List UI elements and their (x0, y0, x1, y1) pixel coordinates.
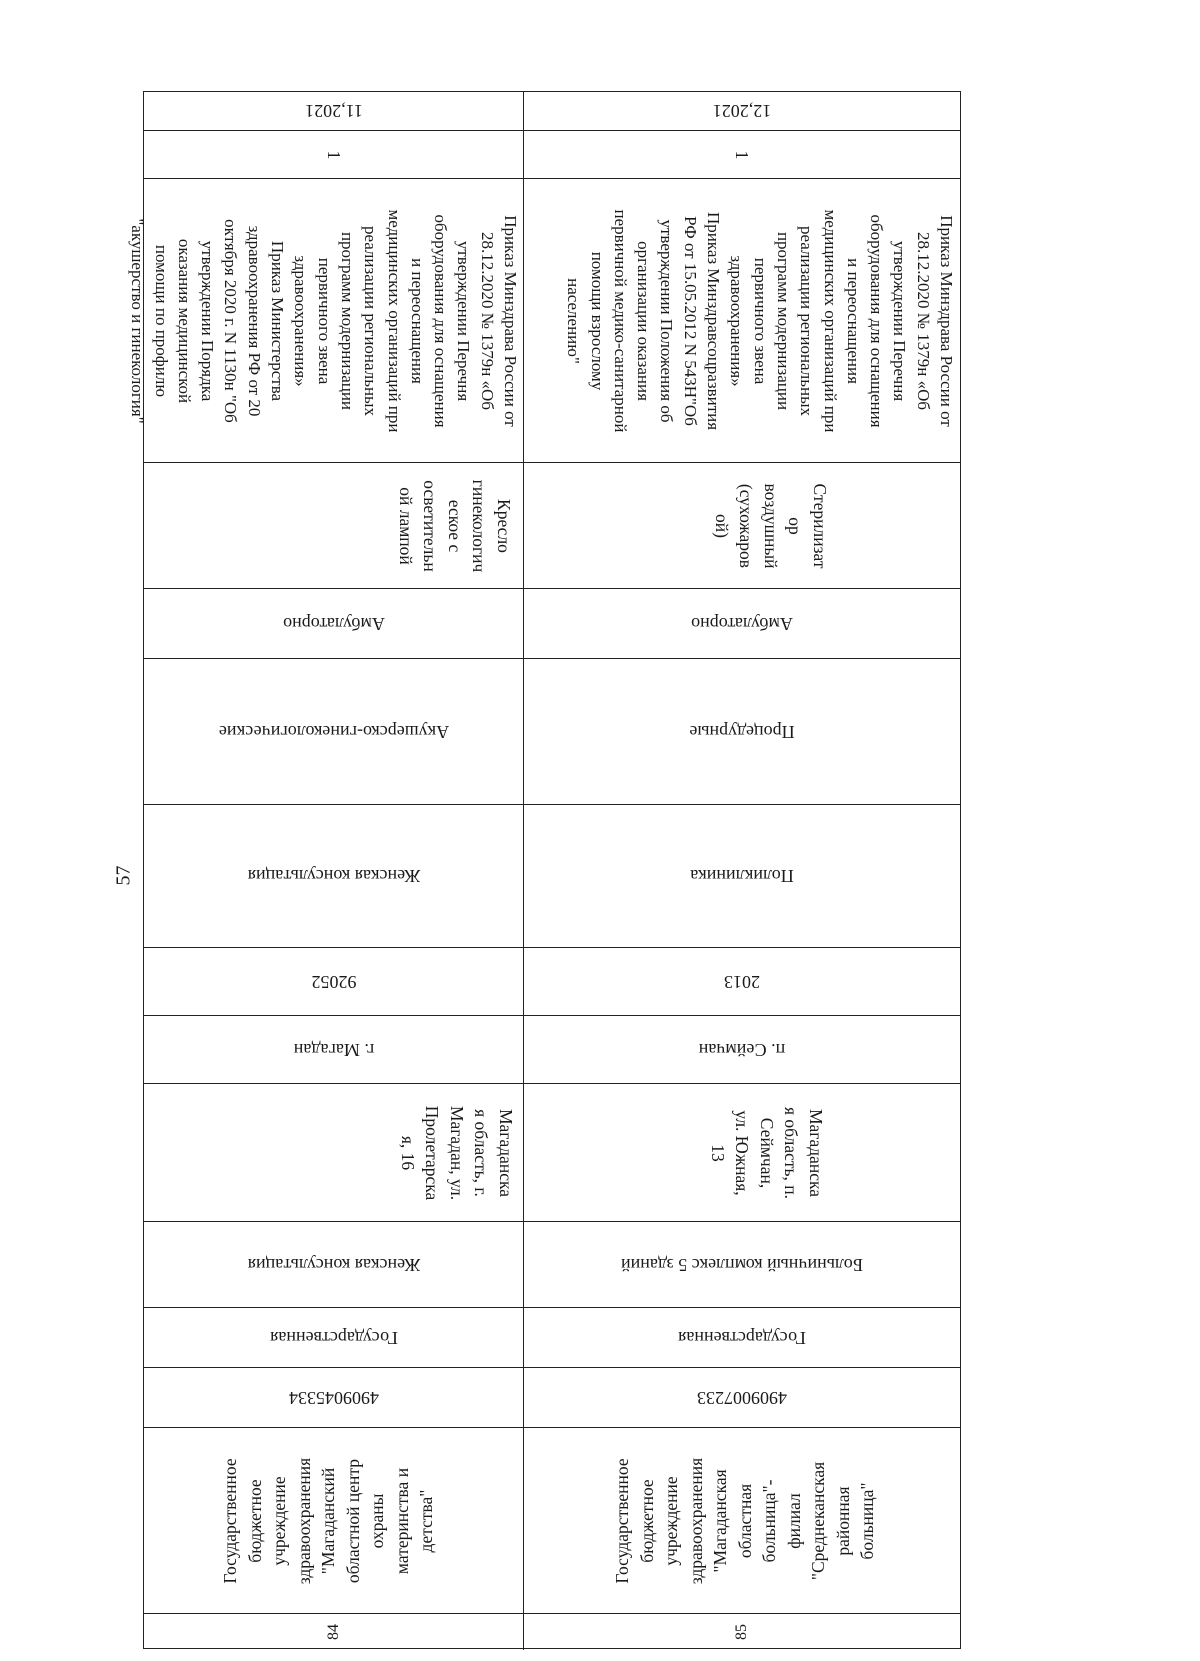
care-condition-value: Амбулаторно (283, 613, 385, 634)
organization-name: Государственное бюджетное учреждение здравоохранения "Магаданский областной центр охраны материнства и детства" (220, 1457, 436, 1584)
year-value: 2013 (724, 971, 760, 992)
cell-number (524, 1614, 960, 1650)
cell-quantity (144, 131, 524, 179)
cell-quantity (524, 131, 960, 179)
cell-inn (524, 1368, 960, 1428)
inn-value: 4909007233 (697, 1387, 787, 1408)
address-text: Магаданска я область, г. Магадан, ул. Пролетарска я, 16 (398, 1105, 516, 1200)
page-number: 57 (112, 865, 135, 885)
cell-locality (144, 1016, 524, 1084)
equipment-name: Стерилизат ор воздушный (сухожаров ой) (712, 482, 830, 569)
cell-inn (144, 1368, 524, 1428)
regulation-text: Приказ Минздрава России от 28.12.2020 № 1379н «Об утверждении Перечня оборудования для оснащения и переоснащения медицинских организаций при реализации региональных программ модернизации первичного звена здравоохранения» Приказ Министерства здравоохранения РФ от 20 октября 2020 г. N 1130н "Об утверждении Порядка оказания медицинской помощи по профилю "акушерство и гинекология" (128, 209, 520, 432)
unit-value: Поликлиника (690, 866, 794, 886)
locality-value: г. Магадан (293, 1039, 375, 1060)
department-value: Акушерско-гинекологические (218, 721, 450, 742)
equipment-name: Кресло гинекологич еское с осветительн ой лампой (396, 479, 514, 572)
cell-number (144, 1614, 524, 1650)
period-value: 11,2021 (305, 101, 363, 121)
inn-value: 4909045334 (289, 1387, 379, 1408)
regulation-text: Приказ Минздрава России от 28.12.2020 № 1379н «Об утверждении Перечня оборудования для оснащения и переоснащения медицинских организаций при реализации региональных программ модернизации первичного звена здравоохранения» Приказ Минздравсоцразвития РФ от 15.05.2012 N 543Н"Об утверждении Положения об организации оказания первичной медико-санитарной помощи взрослому населению" (564, 208, 956, 433)
address-text: Магаданска я область, п. Сеймчан, ул. Южная, 13 (708, 1106, 826, 1199)
cell-organization (144, 1428, 524, 1614)
cell-regulation (128, 179, 524, 463)
building-value: Женская консультация (247, 1254, 421, 1275)
cell-organization (524, 1428, 960, 1614)
cell-period (144, 92, 524, 131)
table-row-85 (524, 92, 960, 1650)
year-value: 92052 (311, 971, 357, 992)
quantity-value: 1 (732, 150, 752, 159)
organization-name: Государственное бюджетное учреждение здравоохранения "Магаданская областная больница"- филиал "Среднеканская районная больница" (612, 1457, 877, 1584)
building-value: Больничный комплекс 5 зданий (620, 1254, 864, 1275)
care-condition-value: Амбулаторно (691, 613, 793, 634)
row-number: 85 (733, 1624, 750, 1640)
period-value: 12,2021 (712, 101, 772, 121)
ownership-value: Государственная (678, 1327, 806, 1348)
cell-period (524, 92, 960, 131)
quantity-value: 1 (324, 150, 344, 159)
table-row-84 (128, 92, 524, 1650)
department-value: Процедурные (689, 721, 795, 742)
row-number: 84 (325, 1624, 342, 1640)
locality-value: п. Сеймчан (698, 1039, 786, 1060)
equipment-table (128, 91, 961, 1649)
unit-value: Женская консультация (247, 866, 421, 886)
ownership-value: Государственная (270, 1327, 398, 1348)
